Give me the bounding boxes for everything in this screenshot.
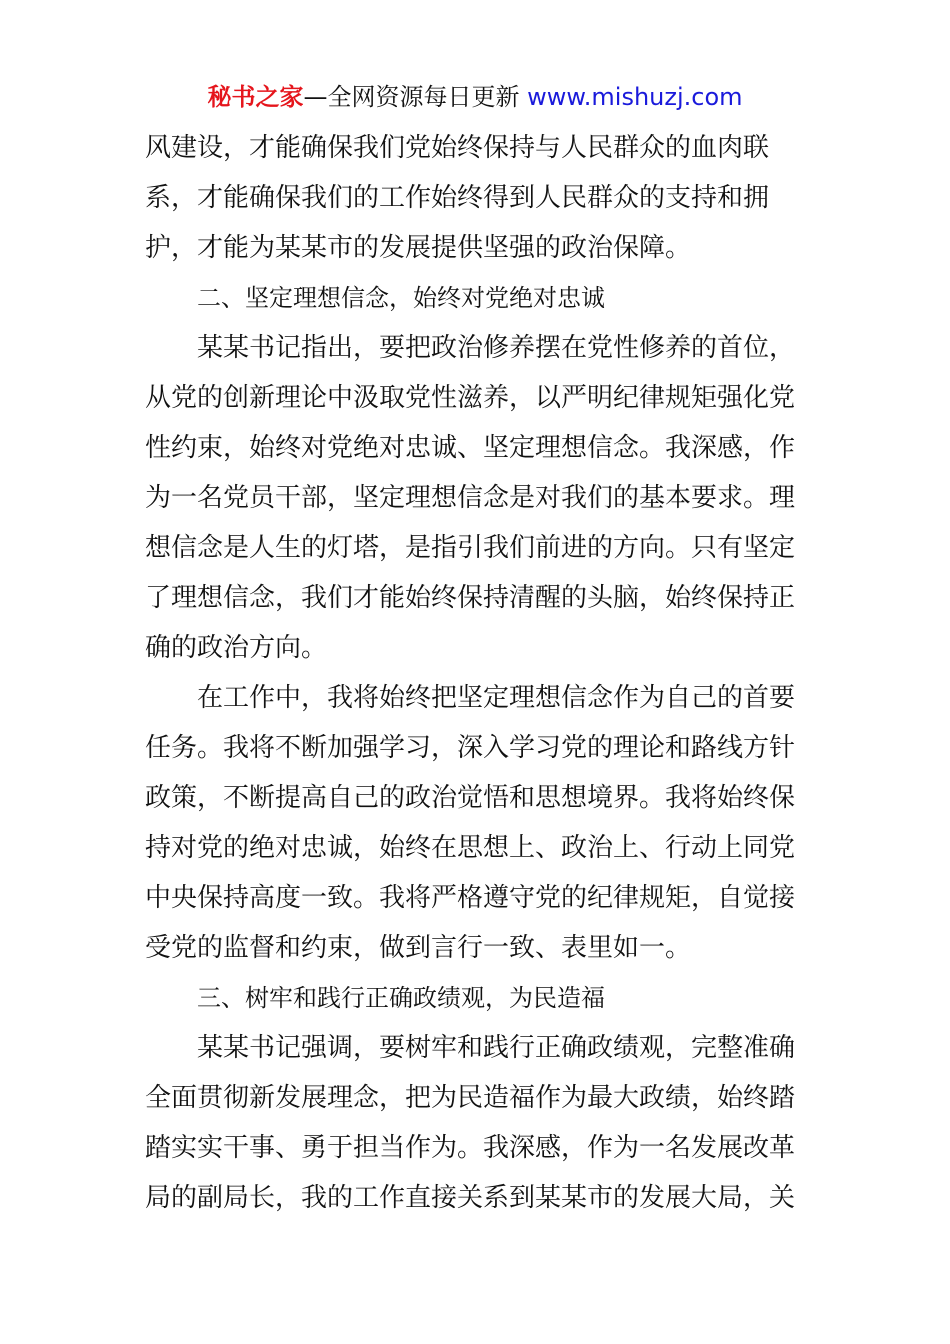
paragraph-line: 风建设，才能确保我们党始终保持与人民群众的血肉联 [145,133,770,163]
paragraph-line: 确的政治方向。 [145,633,328,663]
paragraph-line: 想信念是人生的灯塔，是指引我们前进的方向。只有坚定 [145,533,796,563]
paragraph-line: 中央保持高度一致。我将严格遵守党的纪律规矩，自觉接 [145,883,796,913]
section-heading: 三、树牢和践行正确政绩观，为民造福 [197,984,605,1012]
paragraph-line: 护，才能为某某市的发展提供坚强的政治保障。 [145,233,692,263]
paragraph-line: 受党的监督和约束，做到言行一致、表里如一。 [145,933,692,963]
section-heading: 二、坚定理想信念，始终对党绝对忠诚 [197,284,605,312]
paragraph-line: 任务。我将不断加强学习，深入学习党的理论和路线方针 [145,733,796,763]
paragraph-line: 性约束，始终对党绝对忠诚、坚定理想信念。我深感，作 [145,433,796,463]
paragraph-line: 在工作中，我将始终把坚定理想信念作为自己的首要 [197,683,796,713]
paragraph-line: 为一名党员干部，坚定理想信念是对我们的基本要求。理 [145,483,796,513]
paragraph-line: 踏实实干事、勇于担当作为。我深感，作为一名发展改革 [145,1133,796,1163]
document-body [145,123,815,1223]
site-header [0,80,950,114]
paragraph-line: 系，才能确保我们的工作始终得到人民群众的支持和拥 [145,183,770,213]
paragraph-line: 局的副局长，我的工作直接关系到某某市的发展大局，关 [145,1183,796,1213]
brand-name: 秘书之家 [207,83,304,111]
paragraph-line: 某某书记指出，要把政治修养摆在党性修养的首位， [197,333,796,363]
paragraph-line: 持对党的绝对忠诚，始终在思想上、政治上、行动上同党 [145,833,796,863]
paragraph-line: 某某书记强调，要树牢和践行正确政绩观，完整准确 [197,1033,796,1063]
paragraph-line: 政策，不断提高自己的政治觉悟和思想境界。我将始终保 [145,783,796,813]
paragraph-line: 从党的创新理论中汲取党性滋养，以严明纪律规矩强化党 [145,383,796,413]
header-tagline: —全网资源每日更新 [303,83,520,111]
paragraph-line: 了理想信念，我们才能始终保持清醒的头脑，始终保持正 [145,583,796,613]
paragraph-line: 全面贯彻新发展理念，把为民造福作为最大政绩，始终踏 [145,1083,796,1113]
site-url-link[interactable]: www.mishuzj.com [527,83,743,111]
